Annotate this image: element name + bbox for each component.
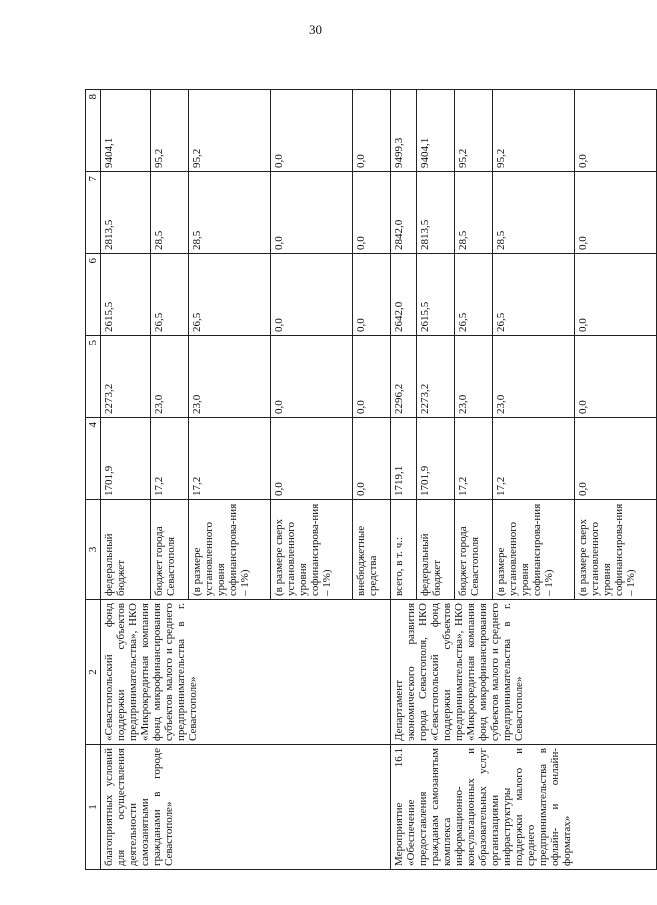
value-cell: 26,5 [189,254,271,336]
value-cell: 1701,9 [417,418,455,500]
value-cell: 23,0 [151,336,189,418]
funding-source-cell: всего, в т. ч.: [391,500,417,600]
value-cell: 23,0 [493,336,575,418]
budget-table [85,89,657,870]
value-cell: 0,0 [575,336,657,418]
value-cell: 2615,5 [101,254,151,336]
measure-name-cell: Мероприятие 16.1 «Обеспечение предоставления гражданам самозанятым комплекса информационно-консультационных и образовательных услуг организациями инфраструктуры поддержки малого и среднего предпринимательства в офлайн- и онлайн-форматах» [391,745,657,870]
value-cell: 28,5 [189,172,271,254]
funding-source-cell: (в размере установленного уровня софинансирова-ния – 1%) [493,500,575,600]
funding-source-cell: (в размере сверх установленного уровня софинансирова-ния – 1%) [575,500,657,600]
header-cell: 2 [86,600,101,745]
value-cell: 0,0 [271,336,353,418]
funding-source-cell: внебюджетные средства [353,500,391,600]
value-cell: 2642,0 [391,254,417,336]
value-cell: 2273,2 [101,336,151,418]
value-cell: 0,0 [353,90,391,172]
value-cell: 2813,5 [101,172,151,254]
value-cell: 2615,5 [417,254,455,336]
header-cell: 6 [86,254,101,336]
value-cell: 0,0 [353,254,391,336]
value-cell: 0,0 [575,418,657,500]
value-cell: 2842,0 [391,172,417,254]
value-cell: 9404,1 [101,90,151,172]
value-cell: 28,5 [493,172,575,254]
measure-name-cell: благоприятных условий для осуществления деятельности самозанятыми гражданами в городе Севастополе» [101,745,391,870]
table-row [101,90,151,870]
value-cell: 95,2 [455,90,493,172]
funding-source-cell: федеральный бюджет [101,500,151,600]
value-cell: 23,0 [189,336,271,418]
value-cell: 95,2 [151,90,189,172]
header-cell: 1 [86,745,101,870]
value-cell: 0,0 [353,336,391,418]
header-row [86,90,101,870]
value-cell: 2296,2 [391,336,417,418]
value-cell: 0,0 [353,418,391,500]
value-cell: 0,0 [271,418,353,500]
executor-cell: Департамент экономического развития города Севастополя, НКО «Севастопольский фонд поддержки субъектов предпринимательства», НКО «Микрокредитная компания фонд микрофинансирования субъектов малого и среднего предпринимательства в г. Севастополе» [391,600,657,745]
value-cell: 9499,3 [391,90,417,172]
value-cell: 0,0 [353,172,391,254]
value-cell: 17,2 [493,418,575,500]
funding-source-cell: бюджет города Севастополя [455,500,493,600]
page-number: 30 [309,22,322,37]
header-cell: 7 [86,172,101,254]
value-cell: 0,0 [575,254,657,336]
value-cell: 0,0 [271,254,353,336]
header-cell: 8 [86,90,101,172]
value-cell: 95,2 [493,90,575,172]
value-cell: 26,5 [455,254,493,336]
value-cell: 1701,9 [101,418,151,500]
table-row [391,90,417,870]
value-cell: 2813,5 [417,172,455,254]
value-cell: 17,2 [189,418,271,500]
value-cell: 9404,1 [417,90,455,172]
value-cell: 2273,2 [417,336,455,418]
value-cell: 26,5 [151,254,189,336]
value-cell: 28,5 [455,172,493,254]
header-cell: 4 [86,418,101,500]
value-cell: 95,2 [189,90,271,172]
value-cell: 17,2 [455,418,493,500]
value-cell: 0,0 [271,90,353,172]
value-cell: 17,2 [151,418,189,500]
rotated-table-container [85,90,637,870]
value-cell: 0,0 [575,172,657,254]
value-cell: 26,5 [493,254,575,336]
funding-source-cell: федеральный бюджет [417,500,455,600]
executor-cell: «Севастопольский фонд поддержки субъектов предпринимательства», НКО «Микрокредитная компания фонд микрофинансирования субъектов малого и среднего предпринимательства в г. Севастополе» [101,600,391,745]
header-cell: 3 [86,500,101,600]
value-cell: 0,0 [575,90,657,172]
funding-source-cell: (в размере сверх установленного уровня софинансирова-ния – 1%) [271,500,353,600]
value-cell: 0,0 [271,172,353,254]
value-cell: 28,5 [151,172,189,254]
funding-source-cell: бюджет города Севастополя [151,500,189,600]
funding-source-cell: (в размере установленного уровня софинансирова-ния – 1%) [189,500,271,600]
value-cell: 1719,1 [391,418,417,500]
header-cell: 5 [86,336,101,418]
value-cell: 23,0 [455,336,493,418]
